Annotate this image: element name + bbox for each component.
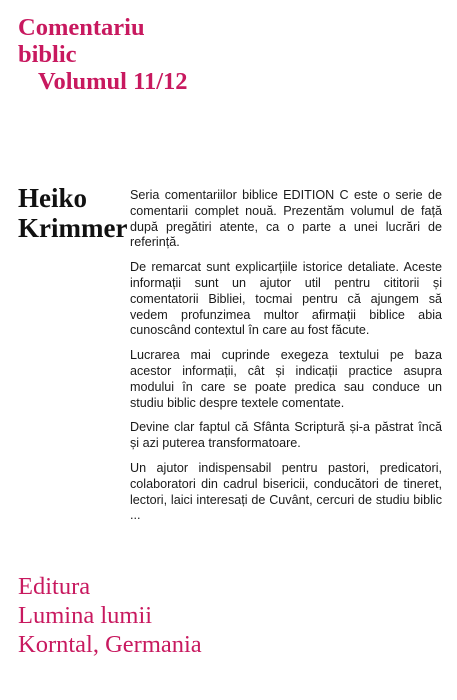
blurb-paragraph: Devine clar faptul că Sfânta Scriptură și-a păstrat încă și azi puterea transformatoare.	[130, 420, 442, 451]
blurb-paragraph: De remarcat sunt explicarțiile istorice detaliate. Aceste informații sunt un ajutor util pentru cititorii și comentatorii Bibliei, tocmai pentru că ajungem să vedem profunzimea multor afirmații biblice abia cunoscând contextul în care au fost făcute.	[130, 260, 442, 338]
publisher-block	[18, 572, 202, 659]
back-cover-blurb	[130, 188, 442, 533]
publisher-name: Lumina lumii	[18, 602, 153, 629]
blurb-paragraph: Lucrarea mai cuprinde exegeza textului pe baza acestor informații, cât și indicații practice asupra modului în care se poate predica sau conduce un studiu biblic despre textele comentate.	[130, 348, 442, 410]
series-title	[18, 14, 188, 95]
blurb-paragraph: Seria comentariilor biblice EDITION C este o serie de comentarii complet nouă. Prezentăm volumul de față după pregătiri atente, ca o parte a unei lucrări de referință.	[130, 188, 442, 250]
blurb-paragraph: Un ajutor indispensabil pentru pastori, predicatori, colaboratori din cadrul bisericii, conducători de tineret, lectori, laici interesați de Cuvânt, cercuri de studiu biblic ...	[130, 460, 442, 523]
series-title-line-2: biblic	[18, 41, 77, 68]
volume-label: Volumul 11/12	[38, 68, 188, 95]
author-first-name: Heiko	[18, 183, 88, 213]
publisher-line-1: Editura	[18, 573, 91, 600]
publisher-location: Korntal, Germania	[18, 631, 202, 658]
author-last-name: Krimmer	[18, 213, 128, 243]
author-name	[18, 183, 127, 243]
series-title-line-1: Comentariu	[18, 14, 145, 41]
